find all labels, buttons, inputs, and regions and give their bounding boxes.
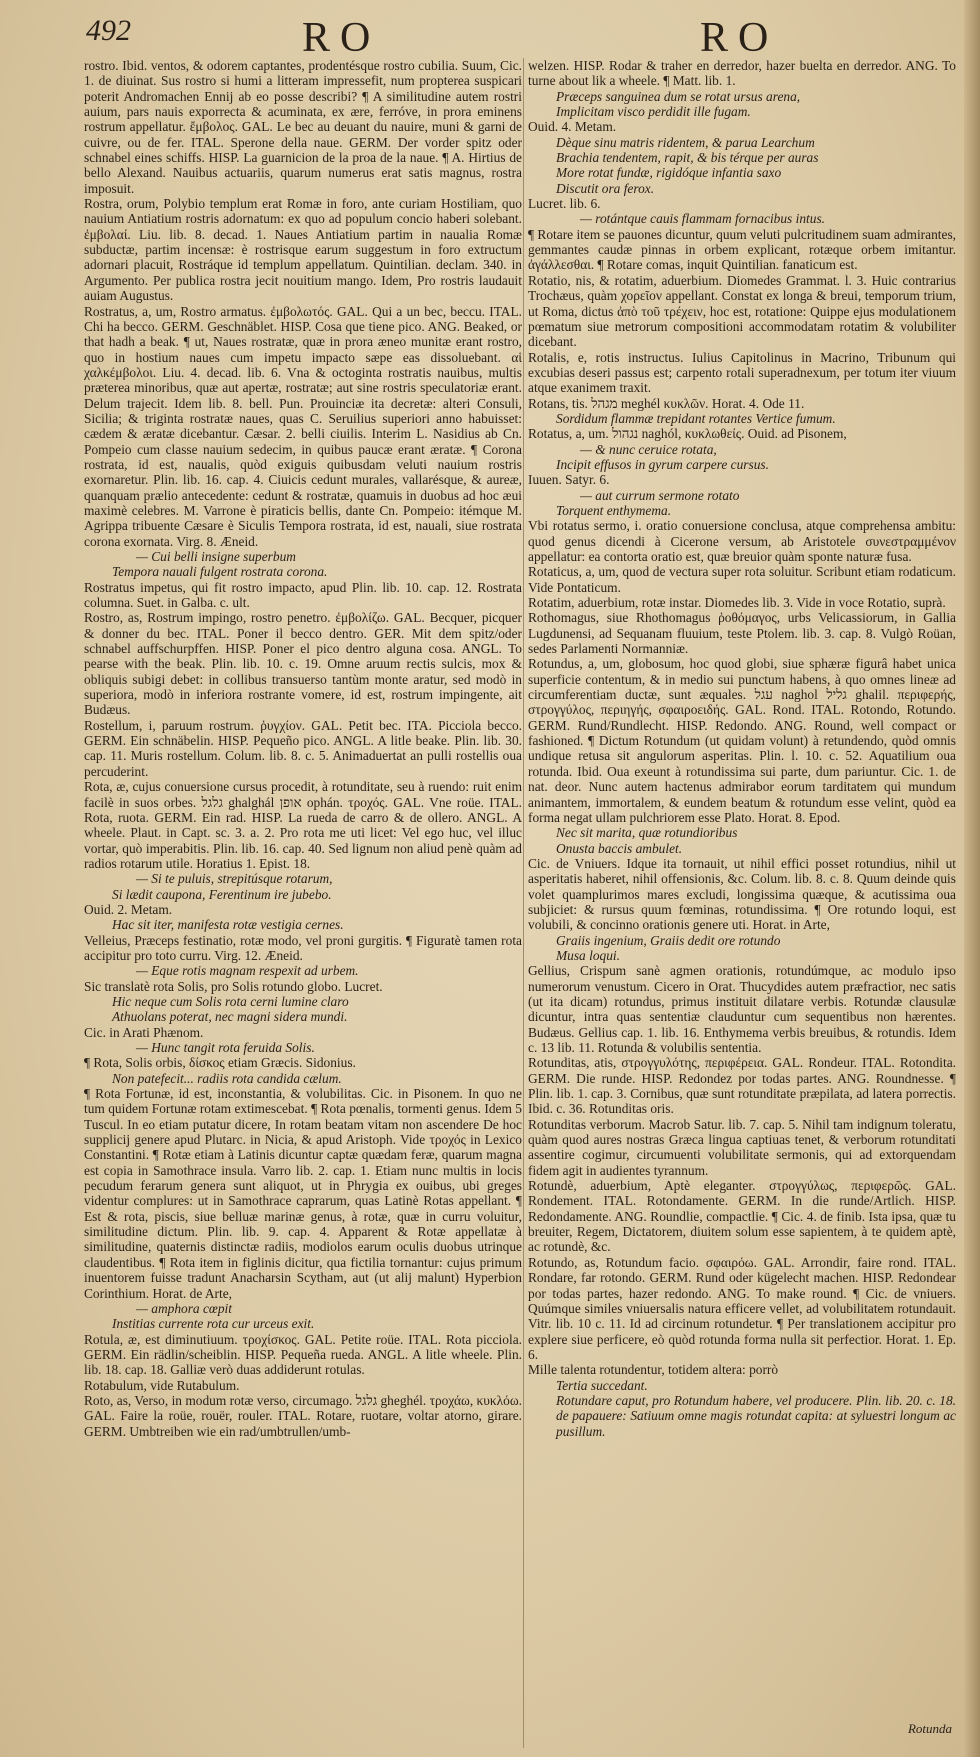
- dictionary-entry: Cic. in Arati Phænom.: [84, 1024, 204, 1040]
- verse-quotation: Tertia succedant.: [556, 1377, 648, 1393]
- dictionary-entry: Vbi rotatus sermo, i. oratio conuersione conclusa, atque comprehensa ambitu: quod genus dicendi à Cicerone versum, ab Aristotele συνεστραμμένον appellatur: ea contorta oratio est, quæ breuior quàm sponte naturæ fusa.: [528, 518, 956, 564]
- verse-quotation: Hac sit iter, manifesta rotæ vestigia cernes.: [112, 917, 344, 933]
- dictionary-entry: welzen. HISP. Rodar & traher en derredor, hazer buelta en derredor. ANG. To turne about lik a wheele. ¶ Matt. lib. 1.: [528, 58, 956, 89]
- running-head-right: RO: [700, 15, 779, 61]
- left-column: [84, 58, 522, 1729]
- verse-quotation: Incipit effusos in gyrum carpere cursus.: [556, 456, 769, 472]
- verse-quotation: Musa loqui.: [556, 947, 620, 963]
- dictionary-entry: Gellius, Crispum sanè agmen orationis, rotundúmque, ac modulo ipso numerorum venustum. Cicero in Orat. Thucydides autem præfractior, nec satis (ut ita dicam) rotundus, primus instituit dilatare verbis. Rotundæ clausulæ dicuntur, intra quas sententiæ clauduntur cum sequentibus non hærentes. Budæus. Gellius cap. 1. lib. 16. Enthymema verbis breuibus, & rotundis. Idem c. 13 lib. 11. Rotunda & volubilis sententia.: [528, 963, 956, 1055]
- running-head-left: RO: [302, 15, 381, 61]
- dictionary-entry: Rostellum, i, paruum rostrum. ῥυγχίον. GAL. Petit bec. ITA. Picciola becco. GERM. Ein schnäbelin. HISP. Pequeño pico. ANGL. A litle beake. Plin. lib. 30. cap. 11. Muris rostellum. Colum. lib. 8. c. 5. Animaduertat an pulli rostellis oua percuderint.: [84, 717, 522, 779]
- dictionary-entry: Rotatim, aduerbium, rotæ instar. Diomedes lib. 3. Vide in voce Rotatio, suprà.: [528, 595, 946, 611]
- catchword: Rotunda: [907, 1721, 952, 1736]
- dictionary-entry: Roto, as, Verso, in modum rotæ verso, circumago. גלגל gheghél. τροχάω, κυκλόω. GAL. Faire la roüe, rouër, rouler. ITAL. Rotare, ruotare, voltar atorno, girare. GERM. Umbtreiben wie ein rad/umbtrullen/umb-: [84, 1392, 522, 1439]
- dictionary-entry: Rotunditas, atis, στρογγυλότης, περιφέρεια. GAL. Rondeur. ITAL. Rotondita. GERM. Die runde. HISP. Redondez por todas partes. ANG. Roundnesse. ¶ Plin. lib. 1. cap. 3. Cornibus, quæ sunt rotunditate præpilata, ad latera porrectis. Ibid. c. 36. Rotunditas oris.: [528, 1055, 956, 1117]
- verse-quotation: Sordidum flammæ trepidant rotantes Vertice fumum.: [556, 410, 836, 426]
- verse-quotation: — & nunc ceruice rotata,: [580, 441, 717, 457]
- dictionary-entry: Rostro, as, Rostrum impingo, rostro penetro. ἐμβολίζω. GAL. Becquer, picquer & donner du bec. ITAL. Poner il becco dentro. GER. Mit dem spitz/oder schnabel auffschurpffen. HISP. Poner el pico dentro alguna cosa. ANGL. To pearse with the beak. Plin. lib. 10. c. 19. Omne aruum rectis sulcis, mox & obliquis subigi debet: in collibus transuerso tantùm monte aratur, sed modò in superiora, modò in inferiora rostrante vomere, id est, rostrum impingente, ait Budæus.: [84, 610, 522, 718]
- verse-quotation: Tempora nauali fulgent rostrata corona.: [112, 564, 328, 580]
- dictionary-entry: Rotans, tis. מגהל meghél κυκλῶν. Horat. 4. Ode 11.: [528, 395, 805, 411]
- dictionary-entry: Mille talenta rotundentur, totidem altera: porrò: [528, 1362, 779, 1378]
- verse-quotation: Si lædit caupona, Ferentinum ire jubebo.: [112, 886, 332, 902]
- dictionary-entry: Lucret. lib. 6.: [528, 196, 601, 212]
- dictionary-entry: Ouid. 2. Metam.: [84, 901, 173, 917]
- verse-quotation: — Eque rotis magnam respexit ad urbem.: [136, 963, 359, 979]
- verse-quotation: — Hunc tangit rota feruida Solis.: [136, 1040, 315, 1055]
- dictionary-entry: ¶ Rota, Solis orbis, δίσκος etiam Græcis. Sidonius.: [84, 1055, 356, 1071]
- verse-quotation: Dèque sinu matris ridentem, & parua Learchum: [556, 134, 815, 150]
- dictionary-entry: Rotundo, as, Rotundum facio. σφαιρόω. GAL. Arrondir, faire rond. ITAL. Rondare, far rotondo. GERM. Rund oder kügelecht machen. HISP. Redondear por todas partes, hazer redondo. ANG. To make round. ¶ Cic. de vniuers. Quúmque similes vniuersalis natura efficere vellet, ad volubilitatem rotundauit. Vitr. lib. 10 c. 11. Id ad circinum rotundetur. ¶ Per translationem accipitur pro explere siue perficere, eò quòd rotunda forma nulla sit perfectior. Horat. 1. Ep. 6.: [528, 1254, 956, 1362]
- dictionary-entry: Rotundè, aduerbium, Aptè eleganter. στρογγύλως, περιφερῶς. GAL. Rondement. ITAL. Rotondamente. GERM. In die runde/Artlich. HISP. Redondamente. ANG. Roundlie, compactlie. ¶ Cic. 4. de finib. Ista ipsa, quæ tu breuiter, Regem, Dictatorem, diuitem solum esse sapientem, à te quidem aptè, ac rotundè, &c.: [528, 1178, 956, 1255]
- dictionary-entry: Ouid. 4. Metam.: [528, 119, 617, 135]
- verse-quotation: Institias currente rota cur urceus exit.: [112, 1316, 315, 1332]
- dictionary-entry: Rotatio, nis, & rotatim, aduerbium. Diomedes Grammat. l. 3. Huic contrarius Trochæus, quàm χορεῖον appellant. Constat ex longa & breui, temporum trium, ut Roma, dictus ἀπὸ τοῦ τρέχειν, hoc est, rotatione: Quippe ejus modulationem pœmatum siue metrorum compositioni accommodatam rotatim & volubiliter dicebant.: [528, 272, 956, 350]
- verse-quotation: Nec sit marita, quæ rotundioribus: [556, 825, 738, 841]
- dictionary-entry: Velleius, Præceps festinatio, rotæ modo, vel proni gurgitis. ¶ Figuratè tamen rota accipitur pro toto curru. Virg. 12. Æneid.: [84, 932, 522, 963]
- dictionary-entry: Rotula, æ, est diminutiuum. τροχίσκος. GAL. Petite roüe. ITAL. Rota picciola. GERM. Ein rädlin/scheiblin. HISP. Pequeña rueda. ANGL. A litle wheele. Plin. lib. 18. cap. 18. Galliæ verò duas addiderunt rotulas.: [84, 1331, 522, 1378]
- dictionary-entry: Cic. de Vniuers. Idque ita tornauit, ut nihil effici posset rotundius, nihil ut asperitatis haberet, nihil offensionis, &c. Colum. lib. 8. c. 8. Quum deinde quis volet quamplurimos mares excludi, longissima quæque, & acutissima oua subjiciet: & rursus quum fœminas, rotundissima. ¶ Ore rotundo loqui, est volubili, & concinno orationis genere uti. Horat. in Arte,: [528, 855, 956, 933]
- verse-quotation: Athuolans poterat, nec magni sidera mundi.: [112, 1009, 348, 1025]
- verse-quotation: Onusta baccis ambulet.: [556, 840, 683, 856]
- page-edge: [964, 0, 980, 1757]
- page-number: 492: [86, 14, 131, 47]
- verse-quotation: Torquent enthymema.: [556, 502, 672, 518]
- dictionary-entry: ¶ Rotare item se pauones dicuntur, quum veluti pulcritudinem suam admirantes, gemmantes caudæ pinnas in orbem explicant, rotæque orbem imitantur. ἀγάλλεσθαι. ¶ Rotare comas, inquit Quintilian. fanaticum est.: [528, 226, 956, 273]
- verse-quotation: Graiis ingenium, Graiis dedit ore rotundo: [556, 932, 781, 948]
- dictionary-entry: Rotaticus, a, um, quod de vectura super rota soluitur. Scribunt etiam rodaticum. Vide Pontaticum.: [528, 564, 956, 595]
- verse-quotation: Discutit ora ferox.: [556, 180, 655, 196]
- dictionary-entry: Rotunditas verborum. Macrob Satur. lib. 7. cap. 5. Nihil tam indignum toleratu, quàm quod aures nostras Græca lingua captiuas tenet, & verborum rotunditati assentire cogimur, circumuenti volubilitate sermonis, qui ad extorquendam fidem agit in audientes tyrannum.: [528, 1116, 956, 1178]
- verse-quotation: Brachia tendentem, rapit, & bis térque per auras: [556, 150, 819, 166]
- verse-quotation: Implicitam visco perdidit ille fugam.: [556, 104, 751, 120]
- right-column: [528, 58, 956, 1729]
- verse-quotation: — rotántque cauis flammam fornacibus intus.: [580, 211, 825, 227]
- dictionary-entry: Iuuen. Satyr. 6.: [528, 472, 610, 488]
- verse-quotation: — amphora cœpit: [136, 1300, 232, 1316]
- verse-quotation: More rotat fundæ, rigidóque infantia saxo: [556, 165, 782, 181]
- dictionary-entry: Rotundus, a, um, globosum, hoc quod globi, siue sphæræ figurâ habet unica superficie contentum, & in medio sui punctum habens, à quo omnes lineæ ad circumferentiam ductæ, sunt æquales. עגל naghol גליל ghalil. περιφερής, στρογγύλος, περιηγής, σφαιροειδής. GAL. Rond. ITAL. Rotondo, Rotundo. GERM. Rund/Rundlecht. HISP. Redondo. ANG. Round, well compact or fashioned. ¶ Dictum Rotundum (ut quidam volunt) à retundendo, quòd omnis undique retusa sit angulorum asperitas. Plin. l. 10. c. 52. Aquatilium oua rotunda. Ibid. Oua exeunt à rotundissima sui parte, dum pariuntur. Cic. 1. de nat. deor. Nunc autem hactenus admirabor eorum tarditatem qui mundum animantem, immortalem, & eundem beatum & rotundum esse velint, quòd ea forma negat ullam pulchriorem esse Plato. Horat. 8. Epod.: [528, 656, 956, 825]
- dictionary-entry: Rotabulum, vide Rutabulum.: [84, 1377, 240, 1393]
- dictionary-entry: ¶ Rota Fortunæ, id est, inconstantia, & volubilitas. Cic. in Pisonem. In quo ne tum quidem Fortunæ rotam extimescebat. ¶ Rota pœnalis, tormenti genus. Idem 5 Tuscul. In eo etiam putatur dicere, In rotam beatam vitam non ascendere De hoc supplicij genere apud Plutarc. in Nicia, & apud Aristoph. Vide τροχός in Lexico Constantini. ¶ Rotæ etiam à Latinis dicuntur captæ quædam feræ, quarum magna est copia in Samothrace insula. Varro lib. 2. cap. 1. Etiam nunc multis in locis pecudum ferarum genera sunt aliquot, ut in Phrygia ex ouibus, ubi greges videntur complures: ut in Samothrace caprarum, quas Latinè Rotas appellant. ¶ Est & rota, piscis, siue belluæ marinæ genus, à rotæ, quæ in curru voluitur, similitudine dictum. Plin. lib. 9. cap. 4. Apparent & Rotæ appellatæ à similitudine, quaternis distinctæ radiis, modiolos earum oculis duobus utrinque claudentibus. ¶ Rota item in figlinis dicitur, qua fictilia tornantur: cujus primum inuentorem fuisse tradunt Anacharsin Scytham, aut (ut alij malunt) Hyperbion Corinthium. Horat. de Arte,: [84, 1086, 522, 1301]
- verse-quotation: — Cui belli insigne superbum: [136, 549, 296, 564]
- dictionary-entry: Rothomagus, siue Rhothomagus ῥοθόμαγος, urbs Velicassiorum, in Gallia Lugdunensi, ad Sequanam fluuium, teste Ptolem. lib. 3. cap. 8. Vulgò Roüan, sedes Parlamenti Normanniæ.: [528, 610, 956, 657]
- dictionary-entry: Rostratus impetus, qui fit rostro impacto, apud Plin. lib. 10. cap. 12. Rostrata columna. Suet. in Galba. c. ult.: [84, 579, 522, 611]
- dictionary-entry: Rotalis, e, rotis instructus. Iulius Capitolinus in Macrino, Tribunum qui excubias deseri passus est; carpento rotali superadnexum, per totum iter viuum atque exanimem traxit.: [528, 349, 956, 396]
- column-divider: [523, 58, 524, 1748]
- verse-quotation: Rotundare caput, pro Rotundum habere, vel producere. Plin. lib. 20. c. 18. de papauere: Satiuum omne magis rotundat capita: at syluestri longum ac pusillum.: [556, 1392, 956, 1439]
- dictionary-entry: rostro. Ibid. ventos, & odorem captantes, prodentésque rostro cubilia. Suum, Cic. 1. de diuinat. Sus rostro si humi a litteram impressefit, num propterea suspicari poterit Andromachen Ennij ab eo posse describi? ¶ A similitudine autem rostri auium, pars nauis exporrecta & acuminata, ex ære, ferróve, in prora eminens rostrum appellatur. ἔμβολος. GAL. Le bec au deuant du nauire, muni & garni de cuivre, ou de fer. ITAL. Sperone della naue. GERM. Der vorder spitz oder schnabel eines schiffs. HISP. La guarnicion de la proa de la naue. ¶ A. Hirtius de bello Alexand. Nauibus actuariis, quarum numerus erat satis magnus, rostra imposuit.: [84, 58, 522, 196]
- verse-quotation: Non patefecit... radiis rota candida cælum.: [112, 1070, 342, 1086]
- dictionary-entry: Rostratus, a, um, Rostro armatus. ἐμβολωτός. GAL. Qui a un bec, beccu. ITAL. Chi ha becco. GERM. Geschnäblet. HISP. Cosa que tiene pico. ANG. Beaked, or that hadh a beak. ¶ ut, Naues rostratæ, quæ in prora æneo munitæ erant rostro, quo in hostium naues cum impetu impacto sæpe eas dissoluebant. αἱ χαλκέμβολοι. Liu. 4. decad. lib. 6. Vna & octoginta rostratis nauibus, multis præterea minoribus, quæ aut apertæ, rostratæ; aut sine rostris speculatoriæ erant. Delum trajecit. Idem lib. 8. bell. Pun. Prouinciæ ita decretæ: alteri Consuli, Sicilia; & triginta rostratæ naues, quas C. Seruilius superiori anno habuisset: cædem & æratæ dicebantur. Cæsar. 2. belli ciuilis. Interim L. Nasidius ab Cn. Pompeio cum classe nauium sedecim, in quibus paucæ erant æratæ. ¶ Corona rostrata, id est, naualis, quòd exiguis quibusdam veluti nauium rostris exornaretur. Plin. lib. 16. cap. 4. Ciuicis cedunt murales, vallarésque, & aureæ, quanquam prælio antecedente: cedunt & rostratæ, quamuis in duobus ad hoc æui maximè celebres. M. Varrone è piraticis bellis, dante Cn. Pompeio: itémque M. Agrippa tribuente Cæsare è Siculis Tempora rostrata, id est, nauali, siue rostrata corona exornata. Virg. 8. Æneid.: [84, 303, 522, 549]
- verse-quotation: Præceps sanguinea dum se rotat ursus arena,: [556, 88, 801, 104]
- verse-quotation: — Si te puluis, strepitúsque rotarum,: [136, 871, 333, 887]
- dictionary-entry: Rota, æ, cujus conuersione cursus procedit, à rotunditate, seu à ruendo: ruit enim facilè in suos orbes. גלגל ghalghál אופן ophán. τροχός. GAL. Vne roüe. ITAL. Rota, ruota. GERM. Ein rad. HISP. La rueda de carro & de ollero. ANGL. A wheele. Plaut. in Capt. sc. 3. a. 2. Pro rota me uti licet: Vel ego huc, vel illuc vortar, quò imperabitis. Plin. lib. 16. cap. 40. Sed lignum non aliud penè quàm ad radios rotarum utile. Horatius 1. Epist. 18.: [84, 779, 522, 871]
- verse-quotation: Hic neque cum Solis rota cerni lumine claro: [112, 993, 349, 1009]
- dictionary-entry: Sic translatè rota Solis, pro Solis rotundo globo. Lucret.: [84, 978, 383, 994]
- dictionary-entry: Rostra, orum, Polybio templum erat Romæ in foro, ante curiam Hostiliam, quo nauium Antiatium rostris adornatum: ex quo ad populum concio haberi solebant. ἐμβολαί. Liu. lib. 8. decad. 1. Naues Antiatium partim in naualia Romæ subductæ, partim incensæ: è rostrisque earum suggestum in foro extructum adornari placuit, Rostráque id templum appellatum. Quintilian. declam. 340. in Argumento. Per publica rostra jecit nouitium mango. Idem, Pro rostris laudauit auiam Augustus.: [84, 196, 522, 304]
- dictionary-entry: Rotatus, a, um. נגהול naghól, κυκλωθείς. Ouid. ad Pisonem,: [528, 426, 847, 442]
- verse-quotation: — aut currum sermone rotato: [580, 487, 740, 503]
